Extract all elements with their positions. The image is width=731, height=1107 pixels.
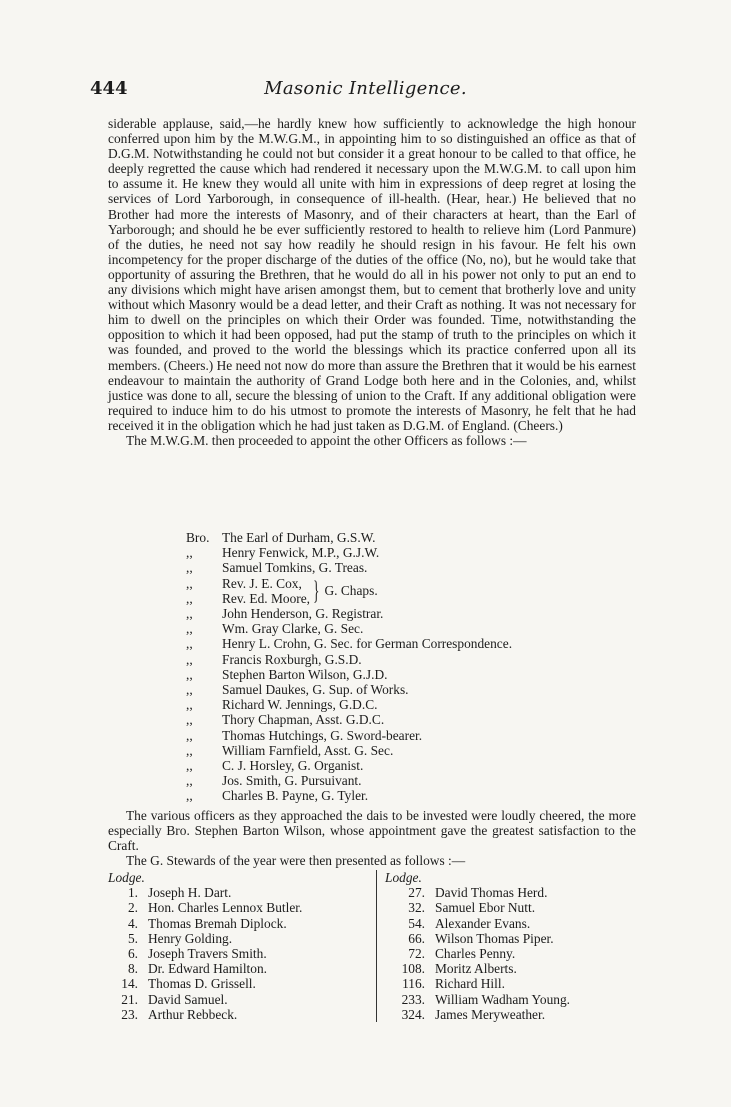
ditto-mark: ,,: [186, 682, 193, 698]
paragraph-investiture: The various officers as they approached the dais to be invested were loudly cheered, the more especially Bro. Stephen Barton Wilson, whose appointment gave the greatest satisfaction to the Craft.: [108, 808, 636, 854]
officer-name: C. J. Horsley, G. Organist.: [222, 758, 364, 774]
lodge-number: 27.: [408, 885, 425, 901]
steward-row: [108, 946, 370, 961]
officer-row: [186, 606, 512, 621]
running-title: Masonic Intelligence.: [264, 78, 467, 99]
steward-name: David Samuel.: [148, 991, 228, 1007]
ditto-mark: ,,: [186, 666, 193, 682]
lodge-number: 66.: [408, 930, 425, 946]
lodge-number: 8.: [127, 961, 138, 977]
lodge-number: 32.: [408, 900, 425, 916]
lodge-number: 116.: [402, 976, 425, 992]
bro-prefix: Bro.: [186, 530, 210, 545]
steward-row: [385, 931, 645, 946]
steward-row: [108, 1007, 370, 1022]
ditto-mark: ,,: [186, 758, 193, 774]
officer-name: Francis Roxburgh, G.S.D.: [222, 651, 362, 667]
officer-row: [186, 636, 512, 651]
steward-name: James Meryweather.: [435, 1006, 546, 1022]
officer-row: [186, 743, 512, 758]
officer-row: [186, 788, 512, 803]
steward-name: Joseph Travers Smith.: [148, 946, 267, 962]
officer-name: Henry Fenwick, M.P., G.J.W.: [222, 545, 380, 561]
officer-name: John Henderson, G. Registrar.: [222, 606, 384, 622]
officer-row: [186, 697, 512, 712]
officer-row: [186, 591, 310, 606]
officer-row: [186, 652, 512, 667]
ditto-mark: ,,: [186, 636, 193, 652]
steward-name: Moritz Alberts.: [435, 961, 517, 977]
steward-name: William Wadham Young.: [435, 991, 571, 1007]
officer-row: [186, 667, 512, 682]
ditto-mark: ,,: [186, 545, 193, 561]
officer-name: The Earl of Durham, G.S.W.: [222, 530, 376, 545]
officer-row: [186, 728, 512, 743]
officer-name: Stephen Barton Wilson, G.J.D.: [222, 666, 388, 682]
paragraph-appointments-intro: The M.W.G.M. then proceeded to appoint the other Officers as follows :—: [126, 432, 527, 448]
ditto-mark: ,,: [186, 621, 193, 637]
steward-row: [385, 961, 645, 976]
officer-row: [186, 758, 512, 773]
officer-row: [186, 712, 512, 727]
lodge-number: 72.: [408, 946, 425, 962]
ditto-mark: ,,: [186, 590, 193, 606]
page-header: [0, 78, 731, 102]
lodge-number: 233.: [401, 991, 425, 1007]
ditto-mark: ,,: [186, 697, 193, 713]
steward-name: Richard Hill.: [435, 976, 505, 992]
officer-name: William Farnfield, Asst. G. Sec.: [222, 742, 394, 758]
officer-name: Thory Chapman, Asst. G.D.C.: [222, 712, 385, 728]
officer-name: Rev. Ed. Moore,: [222, 590, 311, 606]
ditto-mark: ,,: [186, 773, 193, 789]
officer-row: [186, 682, 512, 697]
lodge-number: 324.: [401, 1006, 425, 1022]
steward-row: [385, 1007, 645, 1022]
officer-name: Henry L. Crohn, G. Sec. for German Correspondence.: [222, 636, 513, 652]
lodge-number: 23.: [121, 1006, 138, 1022]
steward-name: Dr. Edward Hamilton.: [148, 961, 268, 977]
lodge-number: 5.: [127, 930, 138, 946]
steward-row: [108, 885, 370, 900]
steward-row: [108, 916, 370, 931]
ditto-mark: ,,: [186, 742, 193, 758]
after-text: [108, 808, 636, 868]
paragraph-speech: siderable applause, said,—he hardly knew how sufficiently to acknowledge the high honour conferred upon him by the M.W.G.M., in appointing him to so distinguished an office as that of D.G.M. Notwithstanding he could not but consider it a great honour to be called to that office, he deeply regretted the cause which had rendered it necessary upon the M.W.G.M. to call upon him to assume it. He knew they would all unite with him in expressions of deep regret at losing the services of Lord Yarborough, in consequence of ill-health. (Hear, hear.) He believed that no Brother had more the interests of Masonry, and of their characters at heart, than the Earl of Yarborough; and should he be ever sufficiently restored to health to relieve him (Lord Panmure) of the duties, he need not say how readily he should resign in his favour. He felt his own incompetency for the proper discharge of the duties of the office (No, no), but he would take that opportunity of assuring the Brethren, that he would do all in his power not only to put an end to any divisions which might have arisen amongst them, but to cement that brotherly love and unity without which Masonry would be a dead letter, and their Craft as nothing. It was not necessary for him to dwell on the principles on which their Order was founded. Time, notwithstanding the opposition to which it had been opposed, had put the stamp of truth to the principles on which it was founded, and proved to the world the blessings which its practice conferred upon all its members. (Cheers.) He need not now do more than assure the Brethren that it would be his earnest endeavour to maintain the authority of Grand Lodge both here and in the Colonies, and, whilst justice was done to all, secure the blessing of union to the Craft. If any additional obligation were required to induce him to do his utmost to promote the interests of Masonry, he felt that he had received it in the obligation which he had just taken as D.G.M. of England. (Cheers.): [108, 116, 636, 433]
officer-name: Thomas Hutchings, G. Sword-bearer.: [222, 727, 423, 743]
steward-name: Hon. Charles Lennox Butler.: [148, 900, 303, 916]
lodge-number: 4.: [127, 915, 138, 931]
ditto-mark: ,,: [186, 560, 193, 576]
stewards-column-left: [108, 870, 370, 1022]
ditto-mark: ,,: [186, 727, 193, 743]
officer-name: Charles B. Payne, G. Tyler.: [222, 788, 369, 804]
steward-row: [108, 900, 370, 915]
ditto-mark: ,,: [186, 788, 193, 804]
lodge-number: 6.: [127, 946, 138, 962]
lodge-number: 108.: [401, 961, 425, 977]
steward-row: [108, 992, 370, 1007]
steward-name: Thomas Bremah Diplock.: [148, 915, 287, 931]
stewards-column-right: [376, 870, 645, 1022]
steward-name: Wilson Thomas Piper.: [435, 930, 554, 946]
steward-name: Henry Golding.: [148, 930, 233, 946]
steward-name: David Thomas Herd.: [435, 885, 548, 901]
officer-name: Richard W. Jennings, G.D.C.: [222, 697, 378, 713]
officer-row: [186, 773, 512, 788]
lodge-number: 1.: [127, 885, 138, 901]
paragraph-stewards-intro: The G. Stewards of the year were then presented as follows :—: [126, 853, 466, 869]
lodge-number: 21.: [121, 991, 138, 1007]
officers-list: [186, 530, 512, 804]
lodge-heading: Lodge.: [385, 870, 422, 885]
steward-name: Thomas D. Grissell.: [148, 976, 256, 992]
officer-row: [186, 530, 512, 545]
steward-name: Samuel Ebor Nutt.: [435, 900, 536, 916]
steward-name: Alexander Evans.: [435, 915, 531, 931]
steward-name: Joseph H. Dart.: [148, 885, 232, 901]
steward-row: [385, 946, 645, 961]
steward-name: Arthur Rebbeck.: [148, 1006, 238, 1022]
officer-name: Rev. J. E. Cox,: [222, 575, 302, 591]
steward-row: [385, 992, 645, 1007]
lodge-number: 54.: [408, 915, 425, 931]
lodge-number: 14.: [121, 976, 138, 992]
officer-row: [186, 621, 512, 636]
officer-name: Wm. Gray Clarke, G. Sec.: [222, 621, 364, 637]
steward-row: [385, 885, 645, 900]
speech-text: [108, 116, 636, 448]
steward-row: [108, 931, 370, 946]
chaplains-group: [186, 576, 512, 606]
officer-row: [186, 576, 310, 591]
lodge-number: 2.: [127, 900, 138, 916]
ditto-mark: ,,: [186, 606, 193, 622]
steward-row: [385, 900, 645, 915]
ditto-mark: ,,: [186, 651, 193, 667]
steward-row: [108, 976, 370, 991]
page-number: 444: [90, 78, 128, 99]
officer-row: [186, 545, 512, 560]
brace-glyph: }: [313, 575, 320, 605]
lodge-heading: Lodge.: [108, 870, 145, 885]
steward-row: [385, 976, 645, 991]
officer-name: Samuel Tomkins, G. Treas.: [222, 560, 368, 576]
ditto-mark: ,,: [186, 712, 193, 728]
steward-name: Charles Penny.: [435, 946, 516, 962]
steward-row: [385, 916, 645, 931]
chaplains-label: G. Chaps.: [324, 583, 378, 599]
officer-row: [186, 560, 512, 575]
officer-name: Samuel Daukes, G. Sup. of Works.: [222, 682, 409, 698]
officer-name: Jos. Smith, G. Pursuivant.: [222, 773, 362, 789]
steward-row: [108, 961, 370, 976]
ditto-mark: ,,: [186, 575, 193, 591]
